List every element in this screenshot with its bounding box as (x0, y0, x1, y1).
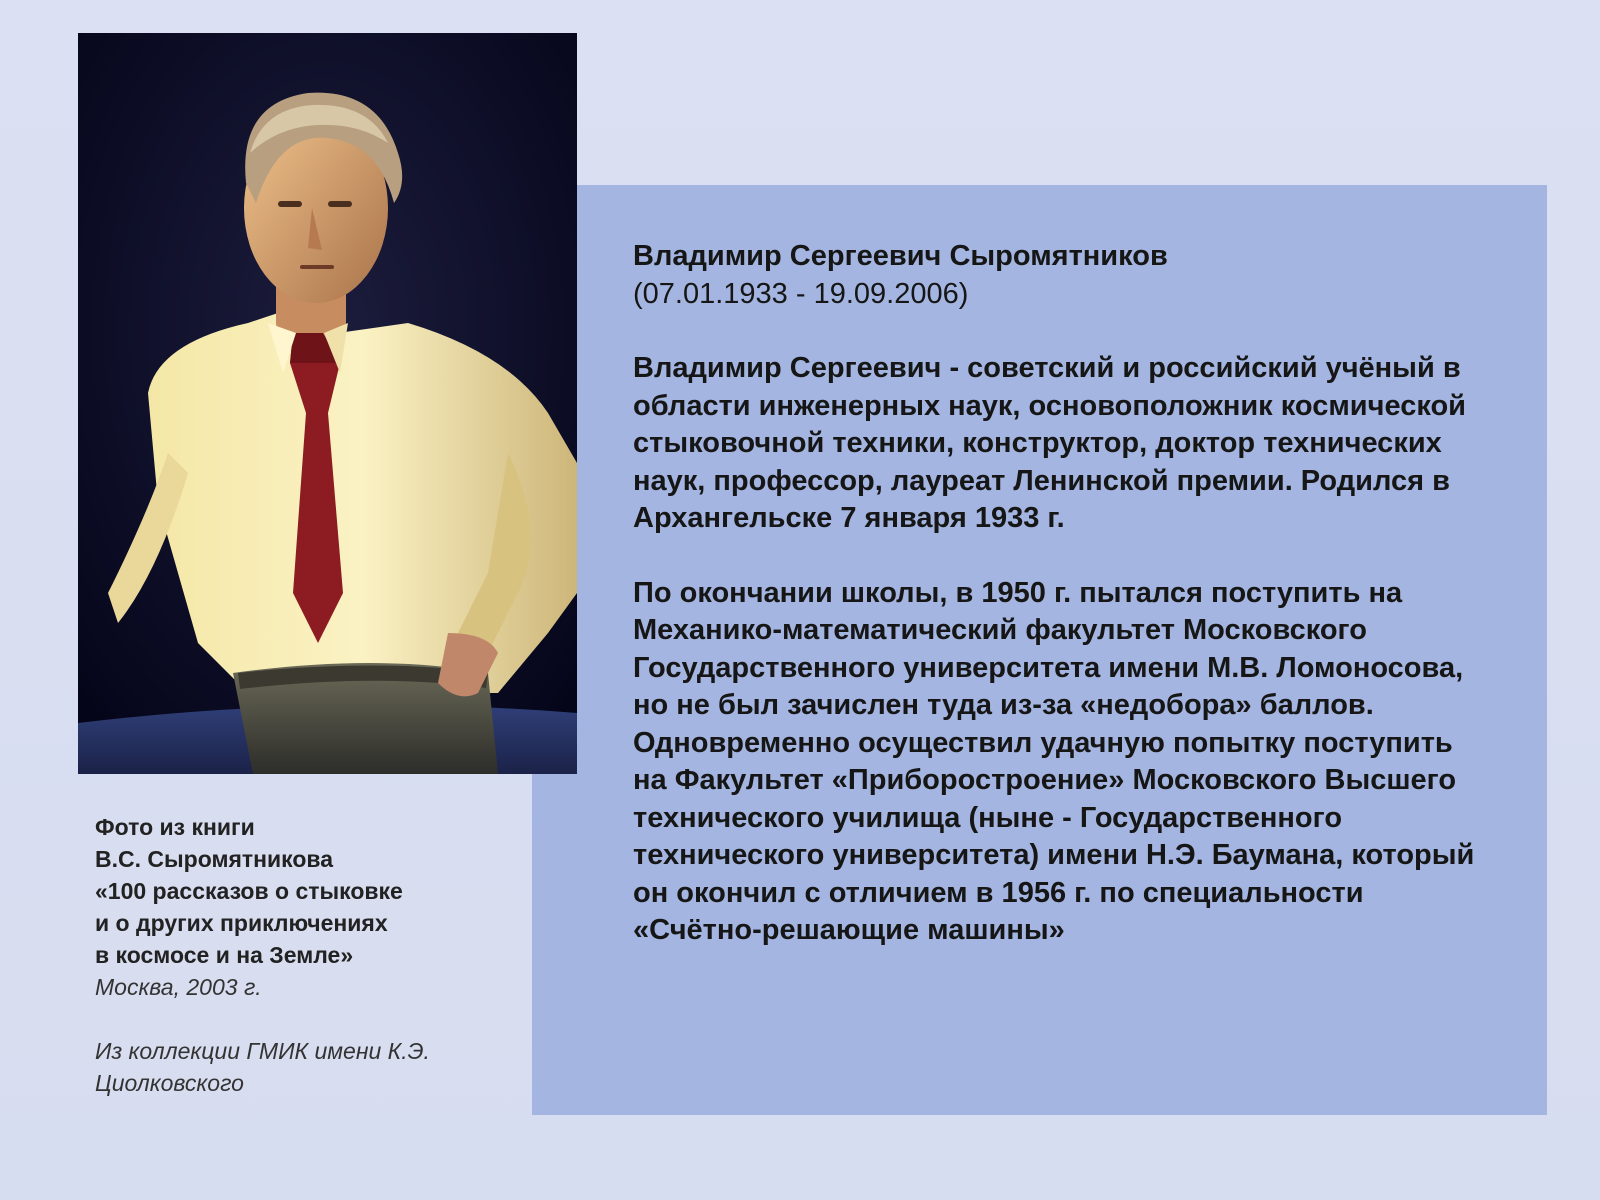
caption-line-2: В.С. Сыромятникова (95, 846, 334, 872)
caption-line-4: и о других приключениях (95, 910, 388, 936)
person-name: Владимир Сергеевич Сыромятников (633, 240, 1168, 272)
bio-text (633, 238, 1493, 950)
portrait-photo (78, 33, 577, 774)
photo-caption (95, 811, 515, 1099)
bio-paragraph-1: Владимир Сергеевич - советский и российский учёный в области инженерных наук, основоположник космической стыковочной техники, конструктор, доктор технических наук, профессор, лауреат Ленинской премии. Родился в Архангельске 7 января 1933 г. (633, 352, 1467, 534)
caption-place: Москва, 2003 г. (95, 974, 262, 1000)
bio-paragraph-2: По окончании школы, в 1950 г. пытался поступить на Механико-математический факультет Московского Государственного университета имени М.В. Ломоносова, но не был зачислен туда из-за «недобора» баллов. Одновременно осуществил удачную попытку поступить на Факультет «Приборостроение» Московского Высшего технического училища (ныне - Государственного технического университета) имени Н.Э. Баумана, который он окончил с отличием в 1956 г. по специальности «Счётно-решающие машины» (633, 576, 1475, 946)
caption-line-1: Фото из книги (95, 814, 255, 840)
caption-collection: Из коллекции ГМИК имени К.Э. Циолковского (95, 1038, 430, 1096)
caption-line-5: в космосе и на Земле» (95, 942, 354, 968)
portrait-illustration (78, 33, 577, 774)
life-dates: (07.01.1933 - 19.09.2006) (633, 277, 969, 310)
caption-line-3: «100 рассказов о стыковке (95, 878, 403, 904)
